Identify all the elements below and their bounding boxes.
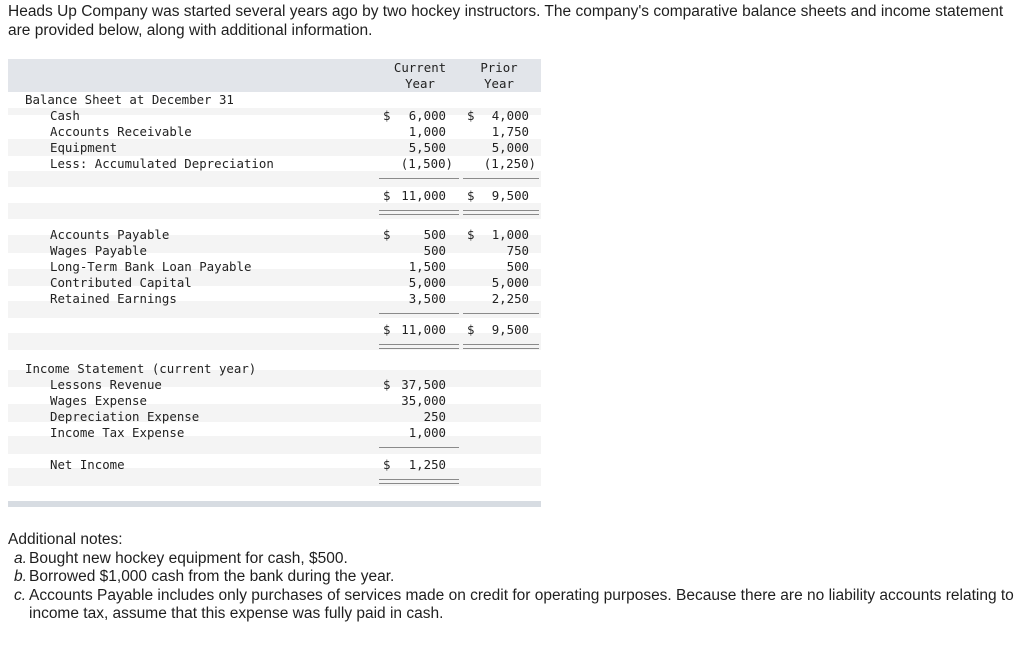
subtotal-rule bbox=[379, 178, 459, 179]
net-income-current: 1,250 bbox=[408, 457, 446, 472]
row-label-depreciation-expense: Depreciation Expense bbox=[50, 409, 200, 424]
notes-title: Additional notes: bbox=[8, 531, 123, 548]
double-rule bbox=[379, 479, 459, 480]
bank-loan-current: 1,500 bbox=[408, 259, 446, 274]
double-rule bbox=[379, 210, 459, 211]
total-liabilities-equity-prior: 9,500 bbox=[491, 322, 529, 337]
equipment-current: 5,500 bbox=[408, 140, 446, 155]
double-rule bbox=[379, 344, 459, 345]
subtotal-rule bbox=[379, 313, 459, 314]
total-assets-prior: 9,500 bbox=[491, 188, 529, 203]
row-label-income-tax-expense: Income Tax Expense bbox=[50, 425, 185, 440]
financial-statements-table bbox=[8, 59, 541, 507]
row-label-lessons-revenue: Lessons Revenue bbox=[50, 377, 162, 392]
note-label: a. bbox=[14, 549, 27, 567]
accumulated-depreciation-current: (1,500) bbox=[400, 156, 453, 171]
accounts-payable-current: 500 bbox=[423, 227, 446, 242]
note-item bbox=[8, 587, 1016, 624]
total-liabilities-equity-current: 11,000 bbox=[401, 322, 446, 337]
double-rule bbox=[379, 348, 459, 349]
currency-symbol: $ bbox=[383, 188, 391, 203]
note-text: Borrowed $1,000 cash from the bank during the year. bbox=[29, 568, 395, 585]
row-label-contributed-capital: Contributed Capital bbox=[50, 275, 192, 290]
contributed-capital-current: 5,000 bbox=[408, 275, 446, 290]
row-label-net-income: Net Income bbox=[50, 457, 125, 472]
accounts-payable-prior: 1,000 bbox=[491, 227, 529, 242]
column-header-band bbox=[8, 59, 541, 92]
row-label-accounts-receivable: Accounts Receivable bbox=[50, 124, 192, 139]
equipment-prior: 5,000 bbox=[491, 140, 529, 155]
currency-symbol: $ bbox=[383, 108, 391, 123]
income-tax-expense-current: 1,000 bbox=[408, 425, 446, 440]
retained-earnings-prior: 2,250 bbox=[491, 291, 529, 306]
currency-symbol: $ bbox=[467, 227, 475, 242]
double-rule bbox=[463, 348, 539, 349]
row-label-accounts-payable: Accounts Payable bbox=[50, 227, 170, 242]
note-label: b. bbox=[14, 568, 27, 585]
additional-notes bbox=[8, 531, 1016, 624]
double-rule bbox=[463, 214, 539, 215]
cash-current: 6,000 bbox=[408, 108, 446, 123]
subtotal-rule bbox=[463, 178, 539, 179]
row-label-wages-expense: Wages Expense bbox=[50, 393, 147, 408]
total-assets-current: 11,000 bbox=[401, 188, 446, 203]
wages-payable-current: 500 bbox=[423, 243, 446, 258]
current-year-header: Current Year bbox=[393, 60, 447, 91]
currency-symbol: $ bbox=[383, 227, 391, 242]
currency-symbol: $ bbox=[467, 108, 475, 123]
income-statement-heading: Income Statement (current year) bbox=[25, 361, 257, 376]
double-rule bbox=[379, 483, 459, 484]
row-label-cash: Cash bbox=[50, 108, 80, 123]
wages-payable-prior: 750 bbox=[506, 243, 529, 258]
currency-symbol: $ bbox=[383, 322, 391, 337]
note-item bbox=[8, 550, 1016, 569]
accumulated-depreciation-prior: (1,250) bbox=[483, 156, 536, 171]
note-item bbox=[8, 568, 1016, 587]
balance-sheet-heading: Balance Sheet at December 31 bbox=[25, 92, 234, 107]
currency-symbol: $ bbox=[383, 377, 391, 392]
prior-year-header: Prior Year bbox=[480, 60, 518, 91]
cash-prior: 4,000 bbox=[491, 108, 529, 123]
lessons-revenue-current: 37,500 bbox=[401, 377, 446, 392]
row-label-retained-earnings: Retained Earnings bbox=[50, 291, 177, 306]
currency-symbol: $ bbox=[383, 457, 391, 472]
contributed-capital-prior: 5,000 bbox=[491, 275, 529, 290]
accounts-receivable-prior: 1,750 bbox=[491, 124, 529, 139]
row-label-equipment: Equipment bbox=[50, 140, 118, 155]
retained-earnings-current: 3,500 bbox=[408, 291, 446, 306]
currency-symbol: $ bbox=[467, 322, 475, 337]
note-text: Bought new hockey equipment for cash, $500. bbox=[29, 549, 348, 567]
subtotal-rule bbox=[463, 313, 539, 314]
note-label: c. bbox=[14, 586, 27, 604]
bank-loan-prior: 500 bbox=[506, 259, 529, 274]
currency-symbol: $ bbox=[467, 188, 475, 203]
accounts-receivable-current: 1,000 bbox=[408, 124, 446, 139]
row-label-wages-payable: Wages Payable bbox=[50, 243, 147, 258]
wages-expense-current: 35,000 bbox=[401, 393, 446, 408]
double-rule bbox=[463, 210, 539, 211]
note-text: Accounts Payable includes only purchases of services made on credit for operating purposes. Because there are no liability accounts relating to income tax, assume that this expense was fully paid in cash. bbox=[29, 586, 1014, 622]
intro-paragraph: Heads Up Company was started several years ago by two hockey instructors. The company's comparative balance sheets and income statement are provided below, along with additional information. bbox=[8, 3, 1004, 39]
double-rule bbox=[463, 344, 539, 345]
depreciation-expense-current: 250 bbox=[423, 409, 446, 424]
subtotal-rule bbox=[379, 447, 459, 448]
row-label-accumulated-depreciation: Less: Accumulated Depreciation bbox=[50, 156, 274, 171]
double-rule bbox=[379, 214, 459, 215]
row-label-long-term-bank-loan: Long-Term Bank Loan Payable bbox=[50, 259, 252, 274]
